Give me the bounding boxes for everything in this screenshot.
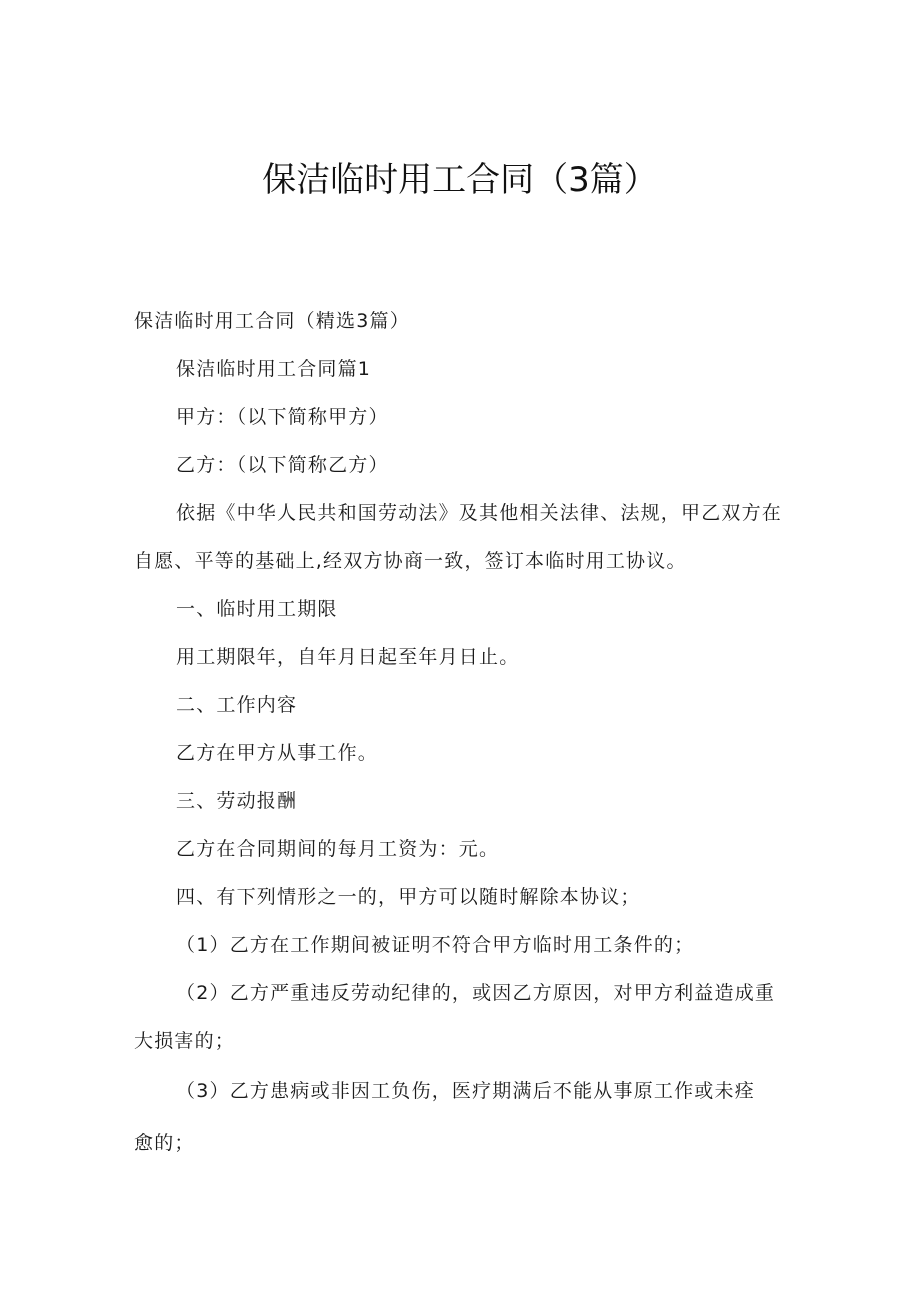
clause-heading: 四、有下列情形之一的，甲方可以随时解除本协议；: [176, 886, 641, 908]
list-item: （1）乙方在工作期间被证明不符合甲方临时用工条件的；: [176, 934, 695, 956]
document-title: 保洁临时用工合同（3篇）: [262, 160, 658, 200]
list-item: （2）乙方严重违反劳动纪律的，或因乙方原因，对甲方利益造成重: [176, 982, 776, 1004]
list-item: （3）乙方患病或非因工负伤，医疗期满后不能从事原工作或未痊: [176, 1080, 755, 1102]
clause-heading: 三、劳动报酬: [176, 790, 298, 812]
paragraph-line: 乙方在合同期间的每月工资为：元。: [176, 838, 500, 860]
list-item-continuation: 愈的；: [134, 1132, 195, 1154]
list-item-continuation: 大损害的；: [134, 1030, 236, 1052]
clause-heading: 二、工作内容: [176, 694, 298, 716]
subtitle-line: 保洁临时用工合同（精选3篇）: [134, 310, 410, 332]
paragraph-line: 自愿、平等的基础上,经双方协商一致，签订本临时用工协议。: [134, 550, 687, 572]
clause-heading: 一、临时用工期限: [176, 598, 338, 620]
paragraph-line: 用工期限年，自年月日起至年月日止。: [176, 646, 520, 668]
party-a-line: 甲方：（以下简称甲方）: [176, 406, 389, 428]
party-b-line: 乙方：（以下简称乙方）: [176, 454, 389, 476]
section-heading: 保洁临时用工合同篇1: [176, 358, 372, 380]
paragraph-line: 依据《中华人民共和国劳动法》及其他相关法律、法规，甲乙双方在: [176, 502, 783, 524]
paragraph-line: 乙方在甲方从事工作。: [176, 742, 379, 764]
